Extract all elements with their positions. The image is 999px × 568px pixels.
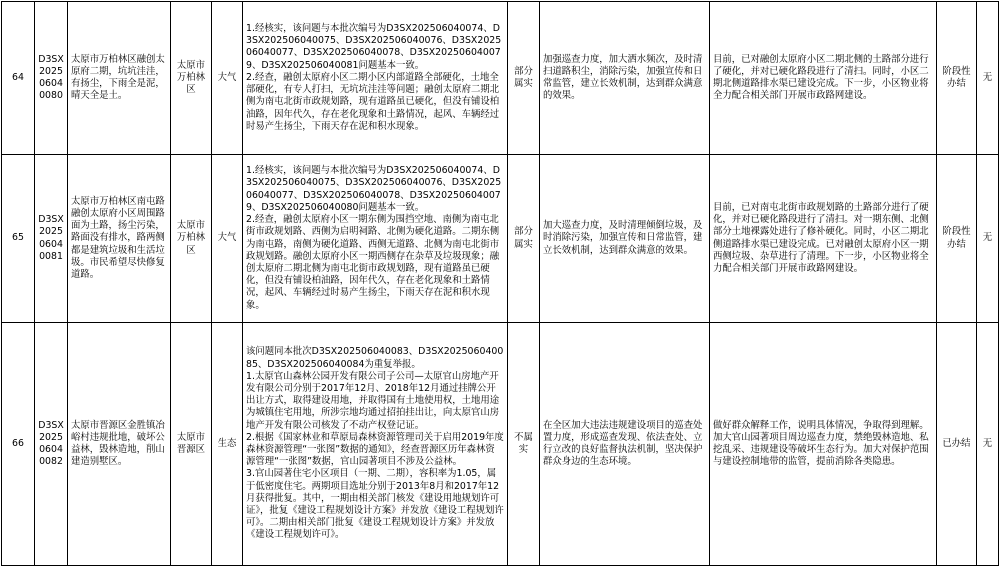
verdict-cell: 部分属实 [508, 2, 540, 155]
table-row [2, 323, 999, 566]
findings-paragraph: 1.经核实，该问题与本批次编号为D3SX202506040074、D3SX202506040075、D3SX202506040076、D3SX202506040077、D3SX202506040078、D3SX202506040079、D3SX202506040080问题基本一致。 [246, 165, 502, 213]
complaint-cell: 太原市晋源区金胜镇冶峪村违规批地，破坏公益林，毁林造地，削山建造别墅区。 [68, 323, 171, 566]
category-cell: 大气 [212, 2, 243, 155]
complaint-table [1, 1, 999, 566]
accountability-cell: 无 [977, 2, 999, 155]
code-cell: D3SX202506040081 [35, 155, 68, 323]
category-cell: 大气 [212, 155, 243, 323]
status-cell: 阶段性办结 [937, 2, 977, 155]
status-cell: 阶段性办结 [937, 155, 977, 323]
verdict-cell: 部分属实 [508, 155, 540, 323]
accountability-cell: 无 [977, 155, 999, 323]
progress-cell: 目前，已对南屯北街市政规划路的土路部分进行了硬化，并对已硬化路段进行了清扫。对一期东侧、北侧部分土地裸露处进行了修补硬化。同时，小区二期北侧道路排水渠已建设完成。已对融创太原府小区一期西侧垃圾、杂草进行了清理。下一步，小区物业将全力配合相关部门开展市政路网建设。 [710, 155, 937, 323]
findings-paragraph: 该问题同本批次D3SX202506040083、D3SX202506040085、D3SX202506040084为重复举报。 [246, 346, 504, 370]
complaint-cell: 太原市万柏林区融创太原府二期，坑坑洼洼，有扬尘，下雨全是泥，晴天全是土。 [68, 2, 171, 155]
measures-cell: 加大巡查力度，及时清理倾倒垃圾，及时消除污染，加强宣传和日常监管，建立长效机制，达到群众满意的效果。 [540, 155, 710, 323]
progress-cell: 目前，已对融创太原府小区二期北侧的土路部分进行了硬化，并对已硬化路段进行了清扫。同时，小区二期北侧道路排水渠已建设完成。下一步，小区物业将全力配合相关部门开展市政路网建设。 [710, 2, 937, 155]
measures-cell: 加强巡查力度，加大洒水频次，及时清扫道路积尘，消除污染，加强宣传和日常监管，建立长效机制，达到群众满意的效果。 [540, 2, 710, 155]
seq-cell: 64 [2, 2, 35, 155]
seq-cell: 66 [2, 323, 35, 566]
complaint-cell: 太原市万柏林区南屯路融创太原府小区周围路面为土路，扬尘污染，路面没有排水，路两侧都是建筑垃圾和生活垃圾。市民希望尽快修复道路。 [68, 155, 171, 323]
status-cell: 已办结 [937, 323, 977, 566]
findings-cell [243, 323, 508, 566]
seq-cell: 65 [2, 155, 35, 323]
district-cell: 太原市万柏林区 [171, 2, 212, 155]
category-cell: 生态 [212, 323, 243, 566]
findings-cell [243, 155, 508, 323]
findings-paragraph: 1.太原官山森林公园开发有限公司子公司—太原官山房地产开发有限公司分别于2017年12月、2018年12月通过挂牌公开出让方式，取得建设用地，并取得国有土地使用权，土地用途为城镇住宅用地，所涉宗地均通过招拍挂出让，向太原官山房地产开发有限公司核发了不动产权登记证。 [246, 370, 500, 431]
findings-paragraph: 2.根据《国家林业和草原局森林资源管理司关于启用2019年度森林资源管理“一张图”数据的通知》，经查晋源区历年森林资源管理“一张图”数据，官山园著项目不涉及公益林。 [246, 431, 504, 468]
accountability-cell: 无 [977, 323, 999, 566]
findings-paragraph: 2.经查，融创太原府小区一期东侧为围挡空地、南侧为南屯北街市政规划路、西侧为启明祠路、北侧为硬化道路。二期东侧为南屯路，南侧为硬化道路、西侧无道路、北侧为南屯北街市政规划路。融创太原府小区一期西侧存在杂草及垃圾现象；融创太原府二期北侧为南屯北街市政规划路，现有道路虽已硬化，但没有铺设柏油路，因年代久，存在老化现象和土路情况，起风、车辆经过时易产生扬尘，下雨天存在泥和积水现象。 [246, 214, 500, 311]
table-row [2, 155, 999, 323]
findings-cell [243, 2, 508, 155]
findings-paragraph: 3.官山园著住宅小区项目（一期、二期），容积率为1.05，属于低密度住宅。两期项目选址分别于2013年8月和2017年12月获得批复。其中，一期由相关部门核发《建设用地规划许可证》，批复《建设工程规划设计方案》并发放《建设工程规划许可》。二期由相关部门批复《建设工程规划设计方案》并发放《建设工程规划许可》。 [246, 468, 504, 541]
verdict-cell: 不属实 [508, 323, 540, 566]
code-cell: D3SX202506040082 [35, 323, 68, 566]
findings-paragraph: 1.经核实，该问题与本批次编号为D3SX202506040074、D3SX202506040075、D3SX202506040076、D3SX202506040077、D3SX202506040078、D3SX202506040079、D3SX202506040081问题基本一致。 [246, 23, 502, 71]
table-row [2, 2, 999, 155]
findings-paragraph: 2.经查，融创太原府小区二期小区内部道路全部硬化，土地全部硬化，有专人打扫，无坑坑洼洼等问题；融创太原府二期北侧为南屯北街市政规划路，现有道路虽已硬化，但没有铺设柏油路，因年代久，存在老化现象和土路情况，起风、车辆经过时易产生扬尘，下雨天存在泥和积水现象。 [246, 71, 500, 132]
code-cell: D3SX202506040080 [35, 2, 68, 155]
district-cell: 太原市万柏林区 [171, 155, 212, 323]
measures-cell: 在全区加大违法违规建设项目的巡查处置力度，形成巡查发现、依法查处、立行立改的良好监督执法机制，坚决保护群众身边的生态环境。 [540, 323, 710, 566]
progress-cell: 做好群众解释工作，说明具体情况，争取得到理解。加大官山园著项目周边巡查力度，禁绝毁林造地、私挖乱采、违规建设等破坏生态行为。加大对保护范围与建设控制地带的监管，提前消除各类隐患。 [710, 323, 937, 566]
district-cell: 太原市晋源区 [171, 323, 212, 566]
